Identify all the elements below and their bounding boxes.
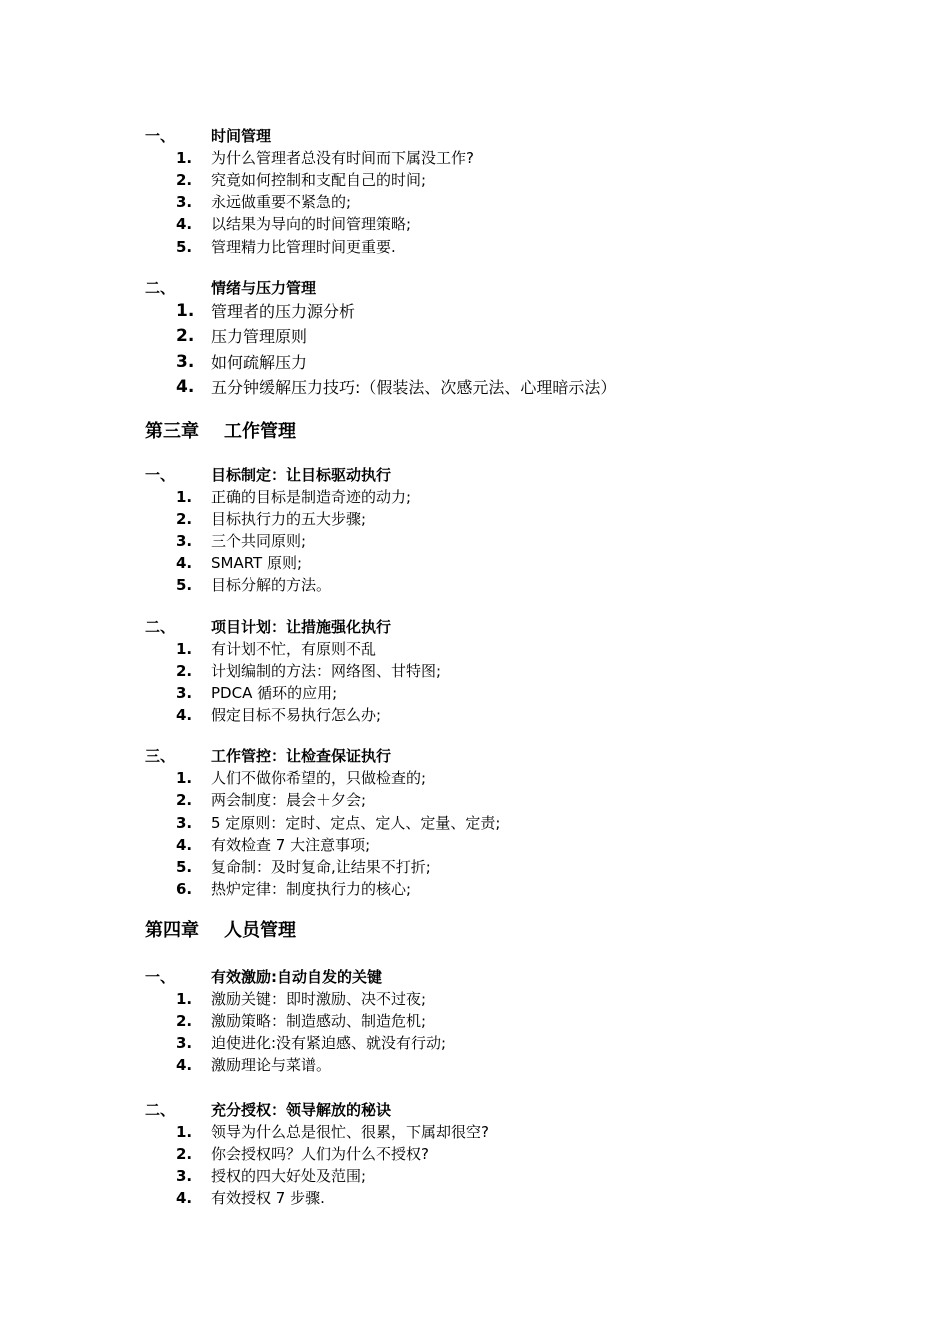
item-text: 迫使进化:没有紧迫感、就没有行动; [211,1034,447,1052]
item-text: 目标执行力的五大步骤; [211,510,367,528]
item-text: 究竟如何控制和支配自己的时间; [211,171,427,189]
item-text: 激励关键：即时激励、决不过夜; [211,990,427,1008]
item-text: 如何疏解压力 [211,353,308,372]
item-text: 五分钟缓解压力技巧:（假装法、次感元法、心理暗示法） [211,378,617,397]
item-number: 4. [176,1189,193,1207]
item-text: 目标分解的方法。 [211,576,332,594]
section-mark: 一、 [145,968,176,986]
section-mark: 二、 [145,618,176,636]
item-number: 2. [176,791,193,809]
item-number: 5. [176,238,193,256]
item-number: 1. [176,1123,193,1141]
item-number: 3. [176,352,195,372]
item-text: 以结果为导向的时间管理策略; [211,215,412,233]
item-number: 5. [176,576,193,594]
item-text: 热炉定律：制度执行力的核心; [211,880,412,898]
item-number: 1. [176,640,193,658]
section-mark: 二、 [145,1101,176,1119]
item-number: 1. [176,149,193,167]
item-number: 3. [176,1167,193,1185]
item-number: 3. [176,684,193,702]
item-number: 3. [176,532,193,550]
item-text: 激励策略：制造感动、制造危机; [211,1012,427,1030]
item-number: 1. [176,488,193,506]
item-number: 3. [176,1034,193,1052]
section-title: 情绪与压力管理 [211,279,317,297]
item-number: 4. [176,554,193,572]
chapter-number: 第四章 [145,920,199,941]
item-number: 2. [176,662,193,680]
item-text: 管理者的压力源分析 [211,302,356,321]
item-text: 永远做重要不紧急的; [211,193,352,211]
section-title: 有效激励:自动自发的关键 [211,968,382,986]
section-title: 项目计划：让措施强化执行 [211,618,392,636]
item-number: 2. [176,1145,193,1163]
chapter-title: 人员管理 [224,920,296,941]
item-text: 三个共同原则; [211,532,307,550]
item-number: 2. [176,171,193,189]
item-text: 为什么管理者总没有时间而下属没工作? [211,149,474,167]
section-mark: 一、 [145,127,176,145]
item-number: 1. [176,990,193,1008]
item-number: 1. [176,769,193,787]
section-title: 工作管控：让检查保证执行 [211,747,392,765]
item-text: 有效检查 7 大注意事项; [211,836,371,854]
item-text: 人们不做你希望的，只做检查的; [211,769,427,787]
item-text: 你会授权吗？人们为什么不授权? [211,1145,429,1163]
item-text: 有效授权 7 步骤. [211,1189,325,1207]
item-number: 4. [176,215,193,233]
item-number: 1. [176,301,195,321]
chapter-title: 工作管理 [224,421,296,442]
item-number: 5. [176,858,193,876]
section-mark: 一、 [145,466,176,484]
item-text: 正确的目标是制造奇迹的动力; [211,488,412,506]
item-text: 5 定原则：定时、定点、定人、定量、定责; [211,814,501,832]
item-text: 授权的四大好处及范围; [211,1167,367,1185]
section-title: 目标制定：让目标驱动执行 [211,466,392,484]
section-mark: 三、 [145,747,176,765]
item-text: 复命制：及时复命,让结果不打折; [211,858,431,876]
item-number: 3. [176,814,193,832]
item-number: 2. [176,1012,193,1030]
item-number: 6. [176,880,193,898]
item-text: 管理精力比管理时间更重要. [211,238,396,256]
item-text: 有计划不忙，有原则不乱 [211,640,377,658]
item-text: SMART 原则; [211,554,303,572]
item-number: 4. [176,706,193,724]
section-mark: 二、 [145,279,176,297]
section-title: 时间管理 [211,127,272,145]
item-text: 两会制度：晨会＋夕会; [211,791,367,809]
item-text: PDCA 循环的应用; [211,684,338,702]
section-title: 充分授权：领导解放的秘诀 [211,1101,392,1119]
chapter-number: 第三章 [145,421,199,442]
item-text: 领导为什么总是很忙、很累，下属却很空? [211,1123,489,1141]
item-number: 2. [176,510,193,528]
item-text: 压力管理原则 [211,327,308,346]
item-number: 2. [176,326,195,346]
item-number: 4. [176,377,195,397]
item-text: 激励理论与菜谱。 [211,1056,332,1074]
item-number: 4. [176,1056,193,1074]
item-text: 计划编制的方法：网络图、甘特图; [211,662,442,680]
item-number: 3. [176,193,193,211]
item-text: 假定目标不易执行怎么办; [211,706,382,724]
item-number: 4. [176,836,193,854]
